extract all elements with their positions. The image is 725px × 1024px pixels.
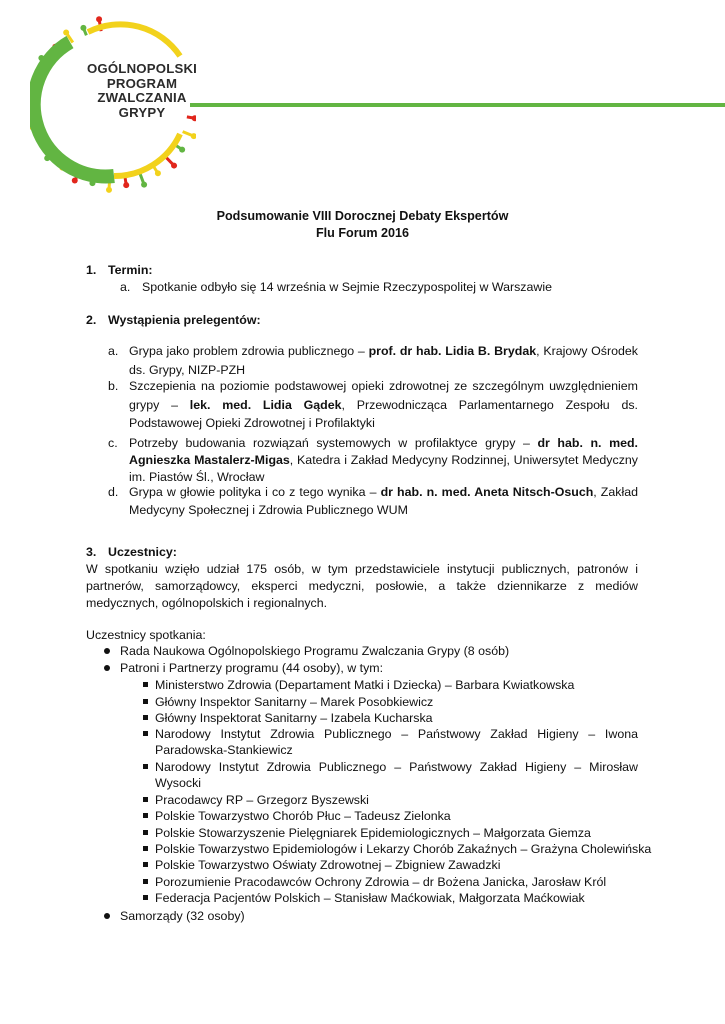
logo-line-2: PROGRAM [106, 75, 178, 91]
speaker-item-b-letter: b. [108, 379, 119, 393]
logo-line-4: GRYPY [118, 104, 166, 120]
patron-item-6: Pracodawcy RP – Grzegorz Byszewski [155, 793, 369, 807]
sub-bullet-square [143, 846, 148, 851]
patron-item-4: Narodowy Instytut Zdrowia Publicznego – Państwowy Zakład Higieny – Iwona Paradowska-Stankiewicz [155, 727, 638, 758]
logo-text [72, 62, 212, 120]
logo-yellow-arc-top [88, 24, 180, 56]
title-line-2: Flu Forum 2016 [315, 226, 410, 240]
sub-bullet-square [143, 830, 148, 835]
speaker-item-c-text [129, 435, 638, 486]
participants-paragraph: W spotkaniu wzięło udział 175 osób, w tym przedstawiciele instytucji publicznych, patronów i partnerów, samorządowcy, eksperci medyczni, posłowie, a także dziennikarze z mediów medycznych, ogólnopolskich i regionalnych. [86, 562, 638, 610]
bullet-dot [104, 665, 110, 671]
section-1-item-text: Spotkanie odbyło się 14 września w Sejmie Rzeczypospolitej w Warszawie [142, 280, 552, 294]
section-1-item-letter: a. [120, 280, 131, 294]
section-2-heading: Wystąpienia prelegentów: [108, 313, 261, 327]
virus-spike-tip [72, 178, 78, 184]
sub-bullet-square [143, 862, 148, 867]
sub-bullet-square [143, 813, 148, 818]
patron-item-11: Porozumienie Pracodawców Ochrony Zdrowia – dr Bożena Janicka, Jarosław Król [155, 875, 607, 889]
sub-bullet-square [143, 682, 148, 687]
speaker-item-b-text [129, 377, 638, 433]
section-3-number: 3. [86, 545, 97, 559]
patron-item-2: Główny Inspektor Sanitarny – Marek Posobkiewicz [155, 695, 434, 709]
patron-item-1: Ministerstwo Zdrowia (Departament Matki i Dziecka) – Barbara Kwiatkowska [155, 678, 575, 692]
speaker-a-affiliation: , Krajowy Ośrodek ds. Grypy, NIZP-PZH [129, 344, 638, 377]
patron-item-10: Polskie Towarzystwo Oświaty Zdrowotnej – Zbigniew Zawadzki [155, 858, 501, 872]
speaker-item-a [108, 342, 638, 379]
speaker-d-name: dr hab. n. med. Aneta Nitsch-Osuch [380, 485, 594, 499]
title-line-1: Podsumowanie VIII Dorocznej Debaty Ekspertów [216, 209, 509, 223]
section-2-number: 2. [86, 313, 97, 327]
bullet-dot [104, 648, 110, 654]
speaker-item-a-letter: a. [108, 344, 119, 358]
speaker-item-d-letter: d. [108, 485, 119, 499]
speaker-item-a-text [129, 342, 638, 379]
virus-spike-tip [141, 182, 147, 188]
virus-spike-tip [96, 16, 102, 22]
participant-bullet-2: Patroni i Partnerzy programu (44 osoby), w tym: [120, 661, 384, 675]
speaker-item-b [108, 377, 638, 433]
speaker-a-name: prof. dr hab. Lidia B. Brydak [368, 344, 537, 358]
header-green-rule [190, 103, 725, 107]
patron-item-3: Główny Inspektorat Sanitarny – Izabela Kucharska [155, 711, 433, 725]
section-1-heading: Termin: [108, 263, 153, 277]
speaker-b-name: lek. med. Lidia Gądek [189, 397, 342, 412]
logo-yellow-arc [114, 134, 180, 176]
virus-spike-tip [123, 182, 129, 188]
virus-spike-tip [80, 25, 86, 31]
section-1-number: 1. [86, 263, 97, 277]
patron-item-12: Federacja Pacjentów Polskich – Stanisław Maćkowiak, Małgorzata Maćkowiak [155, 891, 585, 905]
virus-spike-tip [179, 147, 185, 153]
speaker-item-c [108, 435, 638, 486]
speaker-b-affiliation: , Przewodnicząca Parlamentarnego Zespołu ds. Podstawowej Opieki Zdrowotnej i Profilaktyki [129, 397, 638, 430]
patron-item-8: Polskie Stowarzyszenie Pielęgniarek Epidemiologicznych – Małgorzata Giemza [155, 826, 591, 840]
participants-label: Uczestnicy spotkania: [86, 628, 206, 642]
logo-line-3: ZWALCZANIA [97, 90, 187, 106]
virus-spike-tip [155, 170, 161, 176]
speaker-c-affiliation: , Katedra i Zakład Medycyny Rodzinnej, Uniwersytet Medyczny im. Piastów Śl., Wrocław [129, 453, 638, 484]
sub-bullet-square [143, 715, 148, 720]
speaker-item-d-text [129, 483, 638, 519]
speaker-c-name: dr hab. n. med. Agnieszka Mastalerz-Migas [129, 436, 638, 467]
sub-bullet-square [143, 731, 148, 736]
speaker-d-topic: Grypa w głowie polityka i co z tego wynika – [129, 485, 381, 499]
section-3-heading: Uczestnicy: [108, 545, 177, 559]
sub-bullet-square [143, 879, 148, 884]
sub-bullet-square [143, 699, 148, 704]
logo-line-1: OGÓLNOPOLSKI [86, 61, 198, 76]
sub-bullet-square [143, 797, 148, 802]
patron-item-5: Narodowy Instytut Zdrowia Publicznego – Państwowy Zakład Higieny – Mirosław Wysocki [155, 760, 638, 791]
participant-bullet-1: Rada Naukowa Ogólnopolskiego Programu Zwalczania Grypy (8 osób) [120, 644, 510, 658]
speaker-d-affiliation: , Zakład Medycyny Społecznej i Zdrowia Publicznego WUM [129, 485, 638, 517]
speaker-item-d [108, 483, 638, 519]
bullet-dot [104, 913, 110, 919]
sub-bullet-square [143, 895, 148, 900]
patron-item-7: Polskie Towarzystwo Chorób Płuc – Tadeusz Zielonka [155, 809, 451, 823]
speaker-item-c-letter: c. [108, 436, 118, 450]
document-title [0, 208, 725, 242]
sub-bullet-square [143, 764, 148, 769]
virus-spike-tip [106, 187, 112, 193]
speaker-c-topic: Potrzeby budowania rozwiązań systemowych w profilaktyce grypy – [129, 436, 538, 450]
patron-item-9: Polskie Towarzystwo Epidemiologów i Lekarzy Chorób Zakaźnych – Grażyna Cholewińska [155, 842, 652, 856]
speaker-b-topic: Szczepienia na poziomie podstawowej opieki zdrowotnej ze szczególnym uwzględnieniem grypy – [129, 379, 638, 412]
speaker-a-topic: Grypa jako problem zdrowia publicznego – [129, 344, 369, 358]
participant-bullet-3: Samorządy (32 osoby) [120, 909, 245, 923]
virus-spike-tip [63, 30, 69, 36]
virus-spike-tip [171, 163, 177, 169]
